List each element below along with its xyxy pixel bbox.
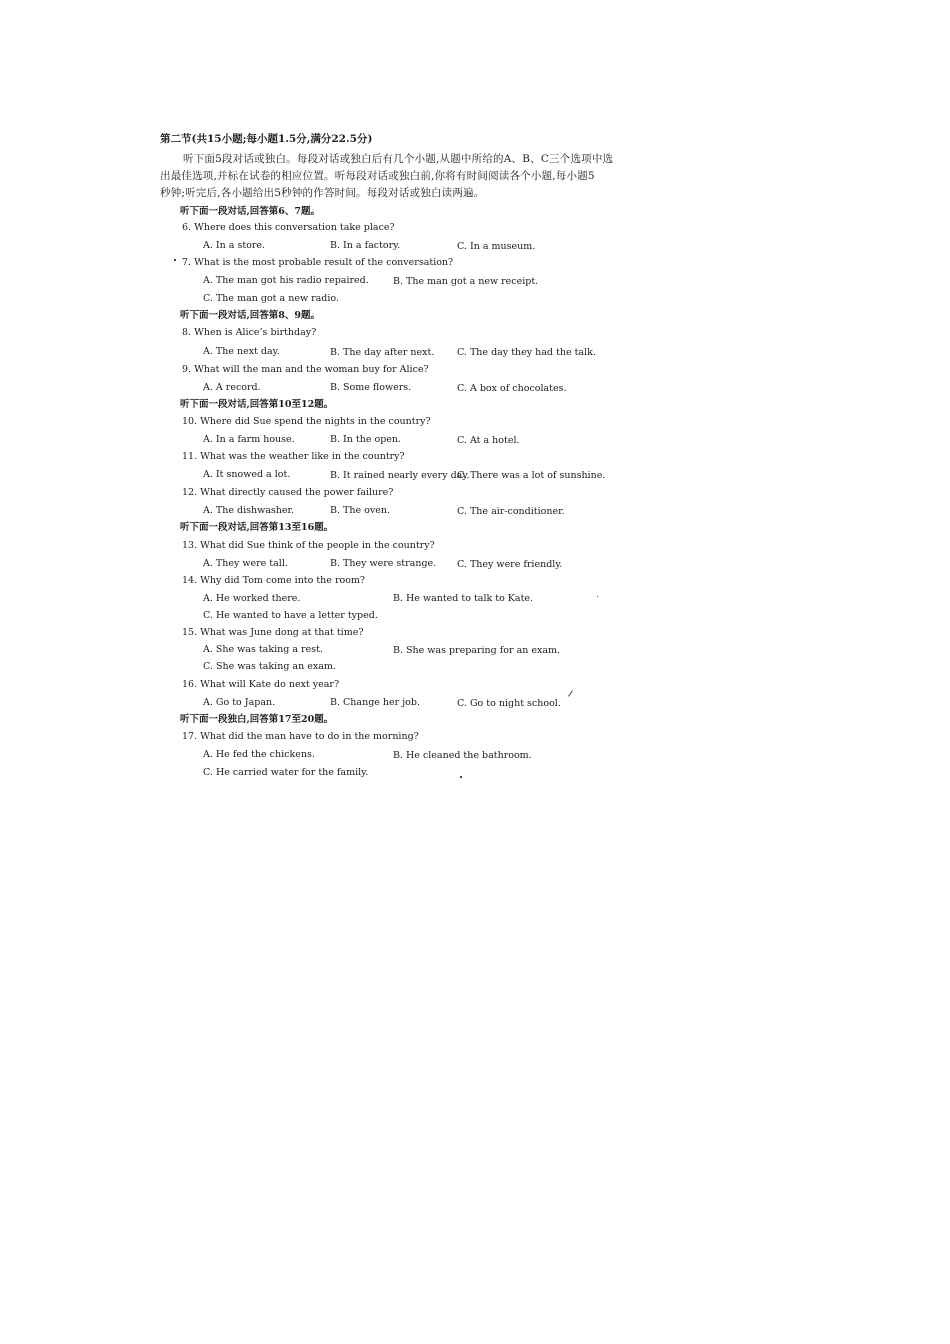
option-c: C. The day they had the talk. <box>457 347 596 358</box>
option-b: B. In a factory. <box>330 240 401 251</box>
option-a: A. He worked there. <box>203 593 301 604</box>
option-b: B. It rained nearly every day. <box>330 470 470 481</box>
question-stem: 11. What was the weather like in the country? <box>182 451 405 462</box>
option-c: C. In a museum. <box>457 241 536 252</box>
option-b: B. They were strange. <box>330 558 437 569</box>
question-stem: 9. What will the man and the woman buy for Alice? <box>182 364 429 375</box>
question-stem: 15. What was June dong at that time? <box>182 627 364 638</box>
option-b: B. The man got a new receipt. <box>393 276 539 287</box>
option-a: A. A record. <box>203 382 261 393</box>
option-a: A. The next day. <box>203 346 280 357</box>
option-b: B. Change her job. <box>330 697 420 708</box>
option-a: A. It snowed a lot. <box>203 469 291 480</box>
intro-line-2: 出最佳选项,并标在试卷的相应位置。听每段对话或独白前,你将有时间阅读各个小题,每小题5 <box>160 170 595 182</box>
question-stem: 10. Where did Sue spend the nights in the country? <box>182 416 431 427</box>
option-c: C. Go to night school. <box>457 698 561 709</box>
intro-line-3: 秒钟;听完后,各小题给出5秒钟的作答时间。每段对话或独白读两遍。 <box>160 187 485 199</box>
question-stem: 16. What will Kate do next year? <box>182 679 340 690</box>
scan-speck <box>597 596 598 597</box>
instruction-dialogue-2: 听下面一段对话,回答第8、9题。 <box>180 310 321 321</box>
option-a: A. In a farm house. <box>203 434 295 445</box>
option-b: B. She was preparing for an exam. <box>393 645 561 656</box>
option-c: C. The man got a new radio. <box>203 293 339 304</box>
option-c: C. She was taking an exam. <box>203 661 336 672</box>
instruction-dialogue-4: 听下面一段对话,回答第13至16题。 <box>180 522 334 533</box>
instruction-dialogue-3: 听下面一段对话,回答第10至12题。 <box>180 399 334 410</box>
option-c: C. He carried water for the family. <box>203 767 369 778</box>
option-c: C. The air-conditioner. <box>457 506 565 517</box>
scan-speck <box>174 259 176 261</box>
option-b: B. Some flowers. <box>330 382 412 393</box>
question-stem: 14. Why did Tom come into the room? <box>182 575 366 586</box>
question-stem: 13. What did Sue think of the people in the country? <box>182 540 435 551</box>
option-b: B. He cleaned the bathroom. <box>393 750 532 761</box>
option-c: C. He wanted to have a letter typed. <box>203 610 378 621</box>
section-heading: 第二节(共15小题;每小题1.5分,满分22.5分) <box>160 133 373 145</box>
scan-speck <box>460 776 462 778</box>
option-b: B. The day after next. <box>330 347 435 358</box>
option-c: C. At a hotel. <box>457 435 520 446</box>
option-a: A. He fed the chickens. <box>203 749 315 760</box>
scan-speck <box>568 690 573 696</box>
question-stem: 17. What did the man have to do in the morning? <box>182 731 419 742</box>
question-stem: 6. Where does this conversation take place? <box>182 222 395 233</box>
option-c: C. A box of chocolates. <box>457 383 567 394</box>
instruction-dialogue-1: 听下面一段对话,回答第6、7题。 <box>180 206 321 217</box>
option-b: B. The oven. <box>330 505 390 516</box>
option-a: A. Go to Japan. <box>203 697 276 708</box>
option-a: A. The dishwasher. <box>203 505 295 516</box>
intro-line-1: 听下面5段对话或独白。每段对话或独白后有几个小题,从题中所给的A、B、C三个选项中选 <box>183 153 614 165</box>
option-b: B. He wanted to talk to Kate. <box>393 593 534 604</box>
question-stem: 7. What is the most probable result of the conversation? <box>182 257 454 268</box>
option-a: A. They were tall. <box>203 558 288 569</box>
option-c: C. They were friendly. <box>457 559 563 570</box>
option-a: A. The man got his radio repaired. <box>203 275 369 286</box>
question-stem: 8. When is Alice’s birthday? <box>182 327 317 338</box>
question-stem: 12. What directly caused the power failure? <box>182 487 394 498</box>
option-b: B. In the open. <box>330 434 402 445</box>
option-c: C. There was a lot of sunshine. <box>457 470 606 481</box>
option-a: A. She was taking a rest. <box>203 644 323 655</box>
instruction-monologue-5: 听下面一段独白,回答第17至20题。 <box>180 714 334 725</box>
option-a: A. In a store. <box>203 240 266 251</box>
